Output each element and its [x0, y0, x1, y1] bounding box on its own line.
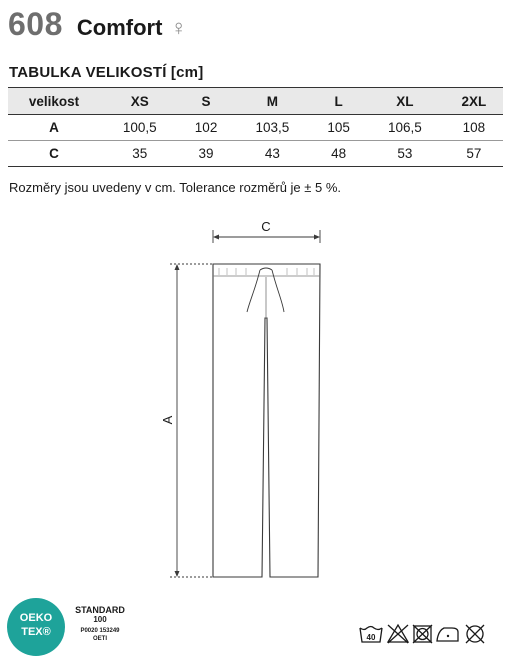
column-header: XL — [365, 88, 445, 115]
table-cell: 106,5 — [365, 115, 445, 141]
trousers-drawing — [213, 264, 320, 577]
product-name: Comfort — [76, 15, 163, 40]
table-cell: 100,5 — [100, 115, 180, 141]
column-header: L — [312, 88, 365, 115]
no-bleach-icon — [388, 625, 408, 643]
column-header: 2XL — [445, 88, 503, 115]
column-header: XS — [100, 88, 180, 115]
female-icon: ♀ — [170, 15, 187, 40]
oeko-tex-logo: OEKO TEX® — [7, 598, 65, 656]
table-cell: 43 — [233, 141, 313, 167]
column-header: S — [180, 88, 233, 115]
product-code: 608 — [8, 6, 63, 42]
iron-low-icon — [437, 628, 458, 641]
no-tumble-dry-icon — [413, 625, 432, 643]
table-cell: 103,5 — [233, 115, 313, 141]
dimension-a-label: A — [160, 415, 175, 425]
table-cell: 39 — [180, 141, 233, 167]
table-cell: 105 — [312, 115, 365, 141]
svg-text:40: 40 — [366, 633, 376, 642]
wash-40-icon — [360, 627, 382, 643]
table-cell: 57 — [445, 141, 503, 167]
tolerance-note: Rozměry jsou uvedeny v cm. Tolerance rozměrů je ± 5 %. — [9, 180, 342, 195]
care-symbols — [358, 623, 494, 645]
column-header: M — [233, 88, 313, 115]
table-cell: 102 — [180, 115, 233, 141]
size-table-title: TABULKA VELIKOSTÍ [cm] — [9, 64, 204, 81]
dimension-c-label: C — [261, 219, 271, 234]
row-label: A — [8, 115, 100, 141]
table-cell: 53 — [365, 141, 445, 167]
no-dry-clean-icon — [466, 625, 484, 643]
table-cell: 35 — [100, 141, 180, 167]
row-label: C — [8, 141, 100, 167]
table-cell: 108 — [445, 115, 503, 141]
column-header: velikost — [8, 88, 100, 115]
oeko-tex-standard: STANDARD 100 P0020 153249 OETI — [75, 605, 125, 642]
table-cell: 48 — [312, 141, 365, 167]
dimension-a — [170, 264, 213, 577]
